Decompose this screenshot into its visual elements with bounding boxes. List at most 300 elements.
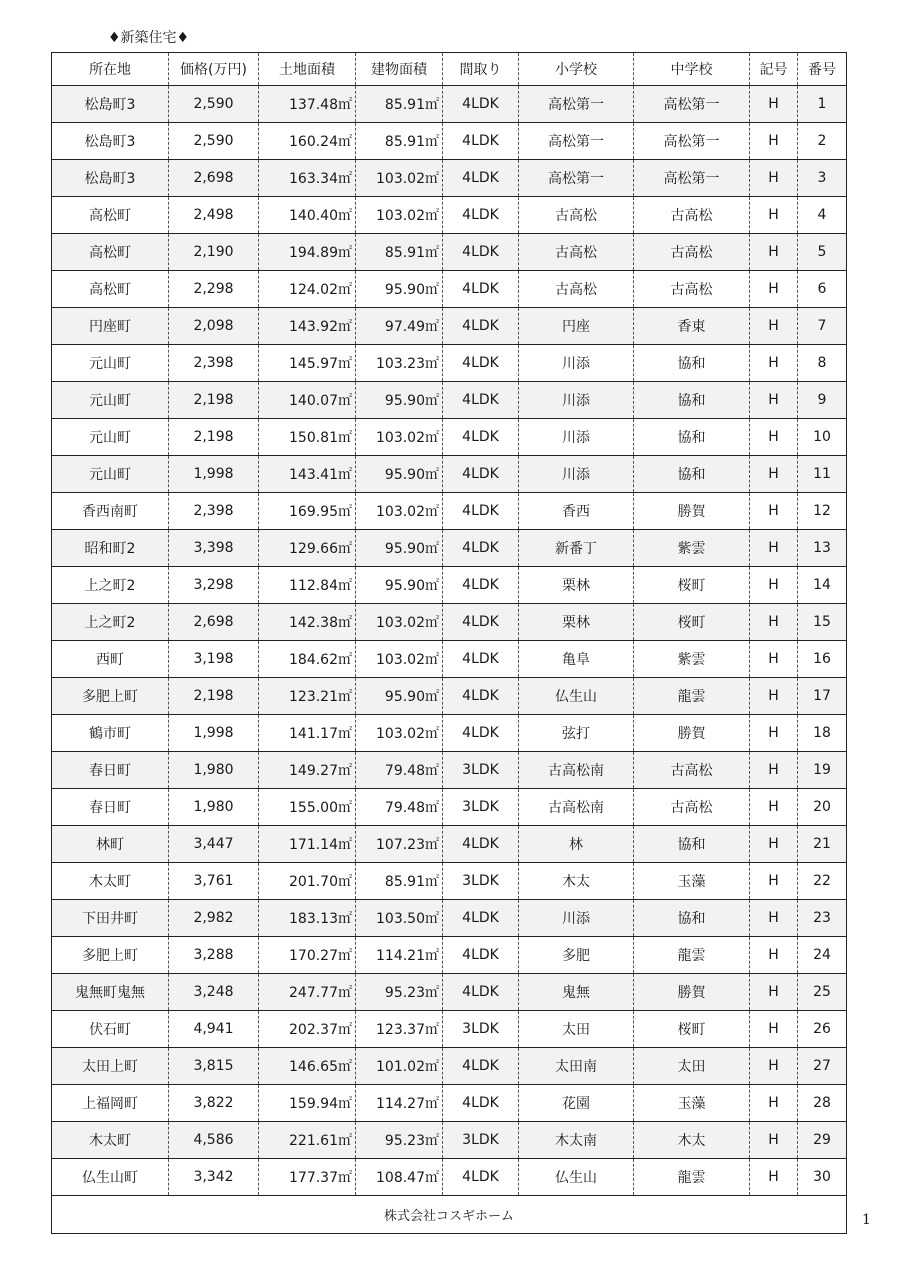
building-area-cell: 79.48㎡ xyxy=(356,789,443,826)
building-area-cell: 114.27㎡ xyxy=(356,1085,443,1122)
layout-cell: 4LDK xyxy=(443,974,519,1011)
layout-cell: 4LDK xyxy=(443,900,519,937)
land-area-cell: 169.95㎡ xyxy=(259,493,356,530)
price-cell: 2,198 xyxy=(169,678,259,715)
elementary-school-cell: 川添 xyxy=(519,345,634,382)
price-cell: 2,398 xyxy=(169,345,259,382)
land-area-cell: 129.66㎡ xyxy=(259,530,356,567)
number-cell: 27 xyxy=(798,1048,847,1085)
number-cell: 21 xyxy=(798,826,847,863)
land-area-cell: 150.81㎡ xyxy=(259,419,356,456)
symbol-cell: H xyxy=(750,530,798,567)
number-cell: 8 xyxy=(798,345,847,382)
number-cell: 24 xyxy=(798,937,847,974)
junior-high-school-cell: 高松第一 xyxy=(634,123,750,160)
land-area-cell: 221.61㎡ xyxy=(259,1122,356,1159)
elementary-school-cell: 木太南 xyxy=(519,1122,634,1159)
price-cell: 4,586 xyxy=(169,1122,259,1159)
symbol-cell: H xyxy=(750,1122,798,1159)
layout-cell: 4LDK xyxy=(443,1159,519,1196)
layout-cell: 4LDK xyxy=(443,1085,519,1122)
layout-cell: 4LDK xyxy=(443,345,519,382)
location-cell: 林町 xyxy=(52,826,169,863)
junior-high-school-cell: 紫雲 xyxy=(634,641,750,678)
table-row xyxy=(52,1011,847,1048)
elementary-school-cell: 川添 xyxy=(519,900,634,937)
number-cell: 7 xyxy=(798,308,847,345)
symbol-cell: H xyxy=(750,1048,798,1085)
symbol-cell: H xyxy=(750,160,798,197)
number-cell: 25 xyxy=(798,974,847,1011)
price-cell: 3,288 xyxy=(169,937,259,974)
number-cell: 18 xyxy=(798,715,847,752)
junior-high-school-cell: 協和 xyxy=(634,826,750,863)
number-cell: 6 xyxy=(798,271,847,308)
elementary-school-cell: 林 xyxy=(519,826,634,863)
elementary-school-cell: 弦打 xyxy=(519,715,634,752)
table-row xyxy=(52,641,847,678)
elementary-school-cell: 太田南 xyxy=(519,1048,634,1085)
land-area-cell: 140.07㎡ xyxy=(259,382,356,419)
location-cell: 高松町 xyxy=(52,197,169,234)
symbol-cell: H xyxy=(750,1011,798,1048)
land-area-cell: 177.37㎡ xyxy=(259,1159,356,1196)
table-row xyxy=(52,900,847,937)
number-cell: 26 xyxy=(798,1011,847,1048)
table-row xyxy=(52,234,847,271)
elementary-school-cell: 仏生山 xyxy=(519,678,634,715)
land-area-cell: 137.48㎡ xyxy=(259,86,356,123)
land-area-cell: 183.13㎡ xyxy=(259,900,356,937)
symbol-cell: H xyxy=(750,789,798,826)
building-area-cell: 95.90㎡ xyxy=(356,456,443,493)
layout-cell: 4LDK xyxy=(443,715,519,752)
price-cell: 2,698 xyxy=(169,604,259,641)
number-cell: 4 xyxy=(798,197,847,234)
building-area-cell: 85.91㎡ xyxy=(356,86,443,123)
location-cell: 下田井町 xyxy=(52,900,169,937)
price-cell: 2,982 xyxy=(169,900,259,937)
building-area-cell: 85.91㎡ xyxy=(356,234,443,271)
layout-cell: 4LDK xyxy=(443,937,519,974)
table-row xyxy=(52,937,847,974)
table-row xyxy=(52,826,847,863)
location-cell: 春日町 xyxy=(52,752,169,789)
column-header-location: 所在地 xyxy=(52,53,169,86)
land-area-cell: 159.94㎡ xyxy=(259,1085,356,1122)
number-cell: 1 xyxy=(798,86,847,123)
table-row xyxy=(52,789,847,826)
number-cell: 15 xyxy=(798,604,847,641)
elementary-school-cell: 鬼無 xyxy=(519,974,634,1011)
junior-high-school-cell: 勝賀 xyxy=(634,974,750,1011)
junior-high-school-cell: 協和 xyxy=(634,382,750,419)
building-area-cell: 103.02㎡ xyxy=(356,419,443,456)
symbol-cell: H xyxy=(750,604,798,641)
number-cell: 28 xyxy=(798,1085,847,1122)
land-area-cell: 140.40㎡ xyxy=(259,197,356,234)
junior-high-school-cell: 協和 xyxy=(634,419,750,456)
symbol-cell: H xyxy=(750,1085,798,1122)
elementary-school-cell: 太田 xyxy=(519,1011,634,1048)
land-area-cell: 184.62㎡ xyxy=(259,641,356,678)
land-area-cell: 146.65㎡ xyxy=(259,1048,356,1085)
junior-high-school-cell: 古高松 xyxy=(634,752,750,789)
building-area-cell: 95.90㎡ xyxy=(356,567,443,604)
location-cell: 上福岡町 xyxy=(52,1085,169,1122)
junior-high-school-cell: 協和 xyxy=(634,345,750,382)
table-row xyxy=(52,1048,847,1085)
layout-cell: 4LDK xyxy=(443,271,519,308)
elementary-school-cell: 高松第一 xyxy=(519,86,634,123)
price-cell: 2,590 xyxy=(169,86,259,123)
price-cell: 3,447 xyxy=(169,826,259,863)
number-cell: 22 xyxy=(798,863,847,900)
building-area-cell: 103.02㎡ xyxy=(356,715,443,752)
number-cell: 3 xyxy=(798,160,847,197)
layout-cell: 4LDK xyxy=(443,308,519,345)
location-cell: 伏石町 xyxy=(52,1011,169,1048)
elementary-school-cell: 古高松 xyxy=(519,271,634,308)
building-area-cell: 123.37㎡ xyxy=(356,1011,443,1048)
symbol-cell: H xyxy=(750,1159,798,1196)
location-cell: 上之町2 xyxy=(52,604,169,641)
table-row xyxy=(52,974,847,1011)
land-area-cell: 202.37㎡ xyxy=(259,1011,356,1048)
price-cell: 3,198 xyxy=(169,641,259,678)
elementary-school-cell: 円座 xyxy=(519,308,634,345)
building-area-cell: 95.23㎡ xyxy=(356,1122,443,1159)
location-cell: 西町 xyxy=(52,641,169,678)
symbol-cell: H xyxy=(750,974,798,1011)
land-area-cell: 149.27㎡ xyxy=(259,752,356,789)
layout-cell: 4LDK xyxy=(443,493,519,530)
table-row xyxy=(52,271,847,308)
location-cell: 高松町 xyxy=(52,271,169,308)
price-cell: 3,248 xyxy=(169,974,259,1011)
price-cell: 3,298 xyxy=(169,567,259,604)
layout-cell: 4LDK xyxy=(443,234,519,271)
building-area-cell: 103.02㎡ xyxy=(356,493,443,530)
junior-high-school-cell: 古高松 xyxy=(634,789,750,826)
layout-cell: 3LDK xyxy=(443,1011,519,1048)
location-cell: 元山町 xyxy=(52,382,169,419)
layout-cell: 4LDK xyxy=(443,604,519,641)
junior-high-school-cell: 香東 xyxy=(634,308,750,345)
location-cell: 松島町3 xyxy=(52,86,169,123)
table-row xyxy=(52,419,847,456)
junior-high-school-cell: 木太 xyxy=(634,1122,750,1159)
land-area-cell: 201.70㎡ xyxy=(259,863,356,900)
page-number: 1 xyxy=(862,1212,871,1228)
symbol-cell: H xyxy=(750,715,798,752)
junior-high-school-cell: 古高松 xyxy=(634,197,750,234)
table-row xyxy=(52,567,847,604)
company-name: 株式会社コスギホーム xyxy=(52,1196,847,1234)
symbol-cell: H xyxy=(750,271,798,308)
table-row xyxy=(52,678,847,715)
symbol-cell: H xyxy=(750,863,798,900)
layout-cell: 4LDK xyxy=(443,456,519,493)
table-row xyxy=(52,160,847,197)
location-cell: 鬼無町鬼無 xyxy=(52,974,169,1011)
land-area-cell: 194.89㎡ xyxy=(259,234,356,271)
layout-cell: 3LDK xyxy=(443,863,519,900)
column-header-number: 番号 xyxy=(798,53,847,86)
land-area-cell: 155.00㎡ xyxy=(259,789,356,826)
number-cell: 10 xyxy=(798,419,847,456)
building-area-cell: 95.23㎡ xyxy=(356,974,443,1011)
layout-cell: 4LDK xyxy=(443,826,519,863)
land-area-cell: 143.92㎡ xyxy=(259,308,356,345)
number-cell: 16 xyxy=(798,641,847,678)
building-area-cell: 85.91㎡ xyxy=(356,123,443,160)
location-cell: 円座町 xyxy=(52,308,169,345)
land-area-cell: 143.41㎡ xyxy=(259,456,356,493)
building-area-cell: 95.90㎡ xyxy=(356,678,443,715)
layout-cell: 4LDK xyxy=(443,530,519,567)
land-area-cell: 142.38㎡ xyxy=(259,604,356,641)
header-row xyxy=(52,53,847,86)
table-row xyxy=(52,456,847,493)
elementary-school-cell: 栗林 xyxy=(519,567,634,604)
number-cell: 29 xyxy=(798,1122,847,1159)
building-area-cell: 95.90㎡ xyxy=(356,382,443,419)
location-cell: 多肥上町 xyxy=(52,937,169,974)
symbol-cell: H xyxy=(750,937,798,974)
location-cell: 多肥上町 xyxy=(52,678,169,715)
symbol-cell: H xyxy=(750,419,798,456)
junior-high-school-cell: 協和 xyxy=(634,900,750,937)
location-cell: 上之町2 xyxy=(52,567,169,604)
elementary-school-cell: 川添 xyxy=(519,456,634,493)
elementary-school-cell: 仏生山 xyxy=(519,1159,634,1196)
column-header-junior-high-school: 中学校 xyxy=(634,53,750,86)
price-cell: 1,980 xyxy=(169,789,259,826)
elementary-school-cell: 高松第一 xyxy=(519,123,634,160)
building-area-cell: 107.23㎡ xyxy=(356,826,443,863)
location-cell: 松島町3 xyxy=(52,123,169,160)
price-cell: 2,590 xyxy=(169,123,259,160)
building-area-cell: 103.50㎡ xyxy=(356,900,443,937)
price-cell: 2,298 xyxy=(169,271,259,308)
layout-cell: 4LDK xyxy=(443,160,519,197)
price-cell: 2,498 xyxy=(169,197,259,234)
junior-high-school-cell: 高松第一 xyxy=(634,86,750,123)
elementary-school-cell: 香西 xyxy=(519,493,634,530)
location-cell: 仏生山町 xyxy=(52,1159,169,1196)
junior-high-school-cell: 玉藻 xyxy=(634,863,750,900)
table-row xyxy=(52,345,847,382)
symbol-cell: H xyxy=(750,678,798,715)
building-area-cell: 101.02㎡ xyxy=(356,1048,443,1085)
price-cell: 2,098 xyxy=(169,308,259,345)
land-area-cell: 112.84㎡ xyxy=(259,567,356,604)
price-cell: 1,998 xyxy=(169,715,259,752)
elementary-school-cell: 高松第一 xyxy=(519,160,634,197)
junior-high-school-cell: 龍雲 xyxy=(634,678,750,715)
price-cell: 4,941 xyxy=(169,1011,259,1048)
number-cell: 5 xyxy=(798,234,847,271)
building-area-cell: 95.90㎡ xyxy=(356,271,443,308)
price-cell: 2,190 xyxy=(169,234,259,271)
price-cell: 3,342 xyxy=(169,1159,259,1196)
elementary-school-cell: 古高松 xyxy=(519,234,634,271)
location-cell: 昭和町2 xyxy=(52,530,169,567)
layout-cell: 4LDK xyxy=(443,419,519,456)
symbol-cell: H xyxy=(750,900,798,937)
junior-high-school-cell: 龍雲 xyxy=(634,937,750,974)
land-area-cell: 141.17㎡ xyxy=(259,715,356,752)
symbol-cell: H xyxy=(750,641,798,678)
junior-high-school-cell: 龍雲 xyxy=(634,1159,750,1196)
building-area-cell: 103.02㎡ xyxy=(356,641,443,678)
symbol-cell: H xyxy=(750,308,798,345)
column-header-symbol: 記号 xyxy=(750,53,798,86)
building-area-cell: 103.02㎡ xyxy=(356,160,443,197)
location-cell: 木太町 xyxy=(52,1122,169,1159)
symbol-cell: H xyxy=(750,86,798,123)
column-header-price: 価格(万円) xyxy=(169,53,259,86)
table-row xyxy=(52,86,847,123)
symbol-cell: H xyxy=(750,456,798,493)
column-header-layout: 間取り xyxy=(443,53,519,86)
symbol-cell: H xyxy=(750,123,798,160)
location-cell: 高松町 xyxy=(52,234,169,271)
location-cell: 元山町 xyxy=(52,419,169,456)
symbol-cell: H xyxy=(750,234,798,271)
footer-row xyxy=(52,1196,847,1234)
table-row xyxy=(52,715,847,752)
building-area-cell: 108.47㎡ xyxy=(356,1159,443,1196)
elementary-school-cell: 花園 xyxy=(519,1085,634,1122)
price-cell: 3,398 xyxy=(169,530,259,567)
land-area-cell: 247.77㎡ xyxy=(259,974,356,1011)
number-cell: 23 xyxy=(798,900,847,937)
table-row xyxy=(52,530,847,567)
elementary-school-cell: 亀阜 xyxy=(519,641,634,678)
layout-cell: 4LDK xyxy=(443,567,519,604)
layout-cell: 4LDK xyxy=(443,382,519,419)
elementary-school-cell: 古高松南 xyxy=(519,752,634,789)
location-cell: 香西南町 xyxy=(52,493,169,530)
building-area-cell: 114.21㎡ xyxy=(356,937,443,974)
building-area-cell: 103.02㎡ xyxy=(356,604,443,641)
land-area-cell: 163.34㎡ xyxy=(259,160,356,197)
layout-cell: 4LDK xyxy=(443,678,519,715)
table-row xyxy=(52,1159,847,1196)
location-cell: 元山町 xyxy=(52,345,169,382)
building-area-cell: 103.02㎡ xyxy=(356,197,443,234)
elementary-school-cell: 栗林 xyxy=(519,604,634,641)
symbol-cell: H xyxy=(750,345,798,382)
table-row xyxy=(52,752,847,789)
price-cell: 1,998 xyxy=(169,456,259,493)
junior-high-school-cell: 高松第一 xyxy=(634,160,750,197)
price-cell: 3,761 xyxy=(169,863,259,900)
elementary-school-cell: 川添 xyxy=(519,419,634,456)
table-row xyxy=(52,1122,847,1159)
price-cell: 1,980 xyxy=(169,752,259,789)
table-row xyxy=(52,604,847,641)
table-row xyxy=(52,1085,847,1122)
elementary-school-cell: 古高松 xyxy=(519,197,634,234)
land-area-cell: 170.27㎡ xyxy=(259,937,356,974)
junior-high-school-cell: 勝賀 xyxy=(634,493,750,530)
location-cell: 松島町3 xyxy=(52,160,169,197)
table-row xyxy=(52,123,847,160)
symbol-cell: H xyxy=(750,382,798,419)
junior-high-school-cell: 協和 xyxy=(634,456,750,493)
junior-high-school-cell: 桜町 xyxy=(634,567,750,604)
elementary-school-cell: 木太 xyxy=(519,863,634,900)
land-area-cell: 124.02㎡ xyxy=(259,271,356,308)
elementary-school-cell: 新番丁 xyxy=(519,530,634,567)
price-cell: 3,815 xyxy=(169,1048,259,1085)
land-area-cell: 123.21㎡ xyxy=(259,678,356,715)
column-header-building-area: 建物面積 xyxy=(356,53,443,86)
building-area-cell: 97.49㎡ xyxy=(356,308,443,345)
price-cell: 2,198 xyxy=(169,382,259,419)
location-cell: 太田上町 xyxy=(52,1048,169,1085)
elementary-school-cell: 多肥 xyxy=(519,937,634,974)
building-area-cell: 85.91㎡ xyxy=(356,863,443,900)
location-cell: 木太町 xyxy=(52,863,169,900)
junior-high-school-cell: 古高松 xyxy=(634,234,750,271)
symbol-cell: H xyxy=(750,493,798,530)
junior-high-school-cell: 桜町 xyxy=(634,604,750,641)
symbol-cell: H xyxy=(750,197,798,234)
table-row xyxy=(52,382,847,419)
building-area-cell: 103.23㎡ xyxy=(356,345,443,382)
number-cell: 11 xyxy=(798,456,847,493)
location-cell: 鶴市町 xyxy=(52,715,169,752)
junior-high-school-cell: 玉藻 xyxy=(634,1085,750,1122)
location-cell: 元山町 xyxy=(52,456,169,493)
number-cell: 12 xyxy=(798,493,847,530)
table-row xyxy=(52,308,847,345)
layout-cell: 3LDK xyxy=(443,1122,519,1159)
elementary-school-cell: 川添 xyxy=(519,382,634,419)
layout-cell: 4LDK xyxy=(443,86,519,123)
column-header-elementary-school: 小学校 xyxy=(519,53,634,86)
land-area-cell: 160.24㎡ xyxy=(259,123,356,160)
elementary-school-cell: 古高松南 xyxy=(519,789,634,826)
layout-cell: 4LDK xyxy=(443,197,519,234)
junior-high-school-cell: 太田 xyxy=(634,1048,750,1085)
price-cell: 2,398 xyxy=(169,493,259,530)
layout-cell: 4LDK xyxy=(443,1048,519,1085)
land-area-cell: 145.97㎡ xyxy=(259,345,356,382)
symbol-cell: H xyxy=(750,752,798,789)
new-housing-table xyxy=(51,52,847,1234)
layout-cell: 4LDK xyxy=(443,641,519,678)
number-cell: 19 xyxy=(798,752,847,789)
table-row xyxy=(52,863,847,900)
location-cell: 春日町 xyxy=(52,789,169,826)
number-cell: 17 xyxy=(798,678,847,715)
price-cell: 2,698 xyxy=(169,160,259,197)
page-heading: ♦新築住宅♦ xyxy=(108,30,190,46)
layout-cell: 4LDK xyxy=(443,123,519,160)
junior-high-school-cell: 古高松 xyxy=(634,271,750,308)
number-cell: 20 xyxy=(798,789,847,826)
land-area-cell: 171.14㎡ xyxy=(259,826,356,863)
price-cell: 3,822 xyxy=(169,1085,259,1122)
number-cell: 13 xyxy=(798,530,847,567)
building-area-cell: 95.90㎡ xyxy=(356,530,443,567)
number-cell: 9 xyxy=(798,382,847,419)
